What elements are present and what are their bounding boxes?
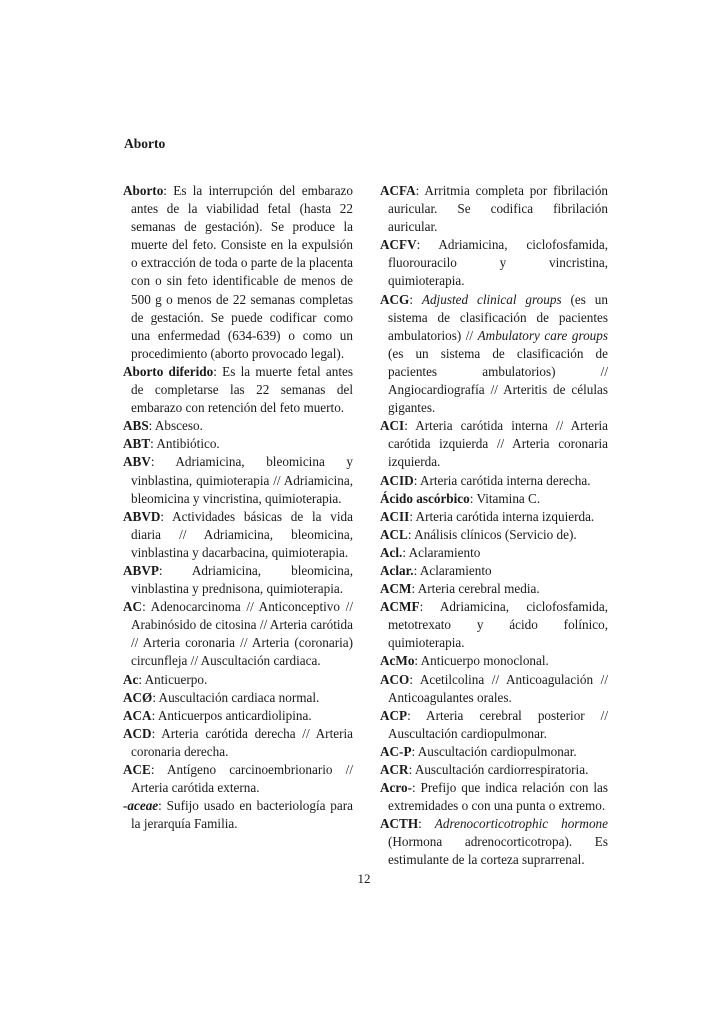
entry-definition-english: Adrenocorticotrophic hormone — [434, 816, 608, 832]
entry-separator: : — [411, 780, 421, 796]
entry-definition: Adenocarcinoma // Anticonceptivo // Arabinósido de citosina // Arteria carótida // Arteria coronaria // Arteria (coronaria) circunfleja // Auscultación cardiaca. — [131, 599, 353, 669]
entry-definition: Absceso. — [154, 418, 203, 434]
glossary-entry — [380, 761, 608, 779]
entry-separator: : — [413, 562, 420, 578]
entry-definition: Prefijo que indica relación con las extremidades o con una punta o extremo. — [388, 780, 609, 814]
entry-separator: : — [411, 743, 418, 759]
entry-definition: Acetilcolina // Anticoagulación // Anticoagulantes orales. — [388, 671, 609, 705]
entry-definition: (es un sistema de clasificación de pacientes ambulatorios) // Angiocardiografía // Arteritis de células gigantes. — [388, 345, 608, 416]
glossary-entry — [123, 671, 353, 689]
entry-definition: Sufijo usado en bacteriología para la jerarquía Familia. — [131, 798, 354, 832]
entry-term: ACMF — [380, 599, 420, 615]
entry-term: ACTH — [380, 816, 419, 832]
entry-term: ACR — [380, 762, 409, 777]
glossary-entry — [380, 580, 608, 598]
entry-separator: : — [413, 472, 420, 488]
entry-separator: : — [407, 526, 415, 542]
entry-definition-english: Ambulatory care groups — [477, 327, 608, 343]
entry-term: ACI — [380, 418, 405, 434]
entry-term: ABVD — [123, 508, 161, 524]
entry-definition: Vitamina C. — [476, 490, 541, 506]
entry-term: ABV — [123, 454, 151, 470]
entry-definition: Arteria carótida derecha // Arteria coronaria derecha. — [131, 725, 353, 759]
entry-term: Ácido ascórbico — [380, 490, 470, 506]
entry-term: AC — [123, 599, 143, 615]
entry-term: Acro- — [380, 780, 412, 796]
glossary-entry — [123, 562, 353, 598]
entry-term: ACD — [123, 725, 152, 741]
glossary-entry — [380, 779, 608, 815]
entry-separator: : — [150, 762, 167, 777]
glossary-entry — [380, 417, 608, 471]
page-number: 12 — [357, 871, 371, 886]
glossary-entry — [123, 761, 353, 797]
entry-term: ABT — [123, 436, 151, 452]
glossary-entry — [380, 743, 608, 761]
entry-separator: : — [150, 436, 157, 452]
entry-separator: : — [419, 599, 440, 615]
entry-term: ACID — [380, 472, 414, 488]
entry-definition: Anticuerpos anticardiolipina. — [157, 707, 312, 723]
entry-separator: : — [148, 418, 155, 434]
entry-definition: Anticuerpo. — [144, 671, 208, 687]
entry-separator: : — [158, 798, 167, 814]
glossary-entry — [123, 508, 353, 562]
entry-definition: Adriamicina, ciclofosfamida, metotrexato y ácido folínico, quimioterapia. — [388, 599, 608, 651]
glossary-entry — [123, 689, 353, 707]
entry-definition: Auscultación cardiopulmonar. — [417, 743, 577, 759]
entry-definition: Es la interrupción del embarazo antes de la viabilidad fetal (hasta 22 semanas de gestación). Se produce la muerte del feto. Consiste en la expulsión o extracción de toda o parte de la placenta con o sin feto identificable de menos de 500 g o menos de 22 semanas completas de gestación. Se puede codificar como una enfermedad (634-639) o como un procedimiento (aborto provocado legal). — [131, 183, 353, 361]
glossary-entry — [123, 707, 353, 725]
glossary-entry — [123, 435, 353, 453]
entry-definition: Análisis clínicos (Servicio de). — [414, 526, 577, 542]
glossary-entry — [380, 236, 608, 290]
entry-separator: : — [409, 671, 420, 687]
glossary-entry — [123, 182, 353, 363]
entry-term: ABS — [123, 418, 149, 434]
entry-term: AC-P — [380, 743, 412, 759]
entry-term: ACØ — [123, 689, 153, 705]
entry-definition: (es un sistema de clasificación de pacientes ambulatorios) // — [388, 291, 608, 343]
glossary-entry — [380, 490, 608, 508]
entry-definition: Auscultación cardiaca normal. — [158, 689, 320, 705]
glossary-entry — [123, 453, 353, 507]
entry-separator: : — [469, 490, 477, 506]
entry-separator: : — [404, 418, 416, 434]
entry-definition: Anticuerpo monoclonal. — [420, 653, 549, 669]
entry-separator: : — [213, 363, 223, 379]
entry-term: ACFV — [380, 237, 417, 253]
entry-separator: : — [142, 599, 151, 615]
entry-term: Aborto diferido — [123, 363, 214, 379]
entry-term: ACG — [380, 291, 410, 307]
entry-definition: Adriamicina, bleomicina, vinblastina y prednisona, quimioterapia. — [131, 562, 353, 597]
entry-separator: : — [158, 562, 192, 578]
entry-term: ACO — [380, 671, 410, 687]
entry-term: ABVP — [123, 562, 159, 578]
entry-definition: Aclaramiento — [419, 562, 492, 578]
entry-definition: Auscultación cardiorrespiratoria. — [414, 762, 589, 777]
entry-definition: Actividades básicas de la vida diaria // Adriamicina, bleomicina, vinblastina y dacarbacina, quimioterapia. — [131, 508, 353, 560]
entry-definition: Arteria cerebral media. — [417, 581, 540, 597]
glossary-entry — [380, 815, 608, 869]
entry-term: -aceae — [123, 798, 159, 814]
glossary-entry — [380, 707, 608, 743]
entry-term: ACE — [123, 762, 151, 777]
entry-term: Aborto — [123, 183, 164, 198]
glossary-entry — [123, 725, 353, 761]
entry-separator: : — [163, 183, 174, 198]
entry-term: Acl. — [380, 544, 403, 560]
entry-term: ACP — [380, 707, 408, 723]
entry-separator: : — [416, 237, 439, 253]
entry-definition: Arteria carótida interna derecha. — [419, 472, 591, 488]
glossary-entry — [123, 797, 353, 833]
entry-separator: : — [402, 544, 409, 560]
glossary-entry — [380, 652, 608, 670]
entry-separator: : — [414, 653, 421, 669]
glossary-entry — [380, 526, 608, 544]
entry-separator: : — [150, 454, 176, 470]
entry-definition: Antibiótico. — [156, 436, 220, 452]
glossary-entry — [380, 291, 608, 418]
entry-separator: : — [138, 671, 145, 687]
glossary-entry — [123, 417, 353, 435]
entry-term: Ac — [123, 671, 139, 687]
glossary-entry — [380, 671, 608, 707]
entry-separator: : — [152, 689, 159, 705]
glossary-entry — [123, 363, 353, 417]
entry-separator: : — [418, 816, 435, 832]
entry-separator: : — [408, 762, 415, 777]
glossary-entry — [380, 562, 608, 580]
entry-separator: : — [411, 581, 418, 597]
glossary-entry — [380, 472, 608, 490]
entry-separator: : — [151, 725, 162, 741]
entry-term: ACM — [380, 581, 412, 597]
glossary-entry — [380, 544, 608, 562]
entry-definition-english: Adjusted clinical groups — [421, 291, 562, 307]
entry-definition: Arritmia completa por fibrilación auricular. Se codifica fibrilación auricular. — [388, 183, 609, 235]
glossary-entry — [123, 598, 353, 670]
entry-separator: : — [151, 707, 158, 723]
glossary-entry — [380, 598, 608, 652]
entry-definition: Adriamicina, bleomicina y vinblastina, quimioterapia // Adriamicina, bleomicina y vincristina, quimioterapia. — [131, 454, 353, 506]
entry-separator: : — [409, 291, 422, 307]
entry-term: AcMo — [380, 653, 415, 669]
left-column — [123, 182, 353, 833]
entry-definition: Adriamicina, ciclofosfamida, fluorouracilo y vincristina, quimioterapia. — [388, 237, 608, 289]
entry-term: ACA — [123, 707, 152, 723]
entry-definition: Antígeno carcinoembrionario // Arteria carótida externa. — [131, 762, 353, 796]
entry-term: ACII — [380, 508, 410, 524]
entry-definition: Arteria carótida interna // Arteria carótida izquierda // Arteria coronaria izquierda. — [388, 418, 608, 470]
entry-definition: Aclaramiento — [408, 544, 481, 560]
entry-separator: : — [415, 183, 425, 198]
entry-term: ACL — [380, 526, 408, 542]
entry-definition: Arteria cerebral posterior // Auscultación cardiopulmonar. — [388, 707, 609, 741]
entry-separator: : — [409, 508, 416, 524]
entry-term: ACFA — [380, 183, 416, 198]
glossary-entry — [380, 508, 608, 526]
entry-separator: : — [407, 707, 427, 723]
entry-definition: Arteria carótida interna izquierda. — [415, 508, 595, 524]
right-column — [380, 182, 608, 870]
entry-definition: (Hormona adrenocorticotropa). Es estimulante de la corteza suprarrenal. — [388, 834, 608, 868]
running-head: Aborto — [124, 136, 166, 151]
entry-term: Aclar. — [380, 562, 414, 578]
entry-separator: : — [160, 508, 173, 524]
glossary-entry — [380, 182, 608, 236]
entry-definition: Es la muerte fetal antes de completarse las 22 semanas del embarazo con retención del feto muerto. — [131, 363, 353, 416]
